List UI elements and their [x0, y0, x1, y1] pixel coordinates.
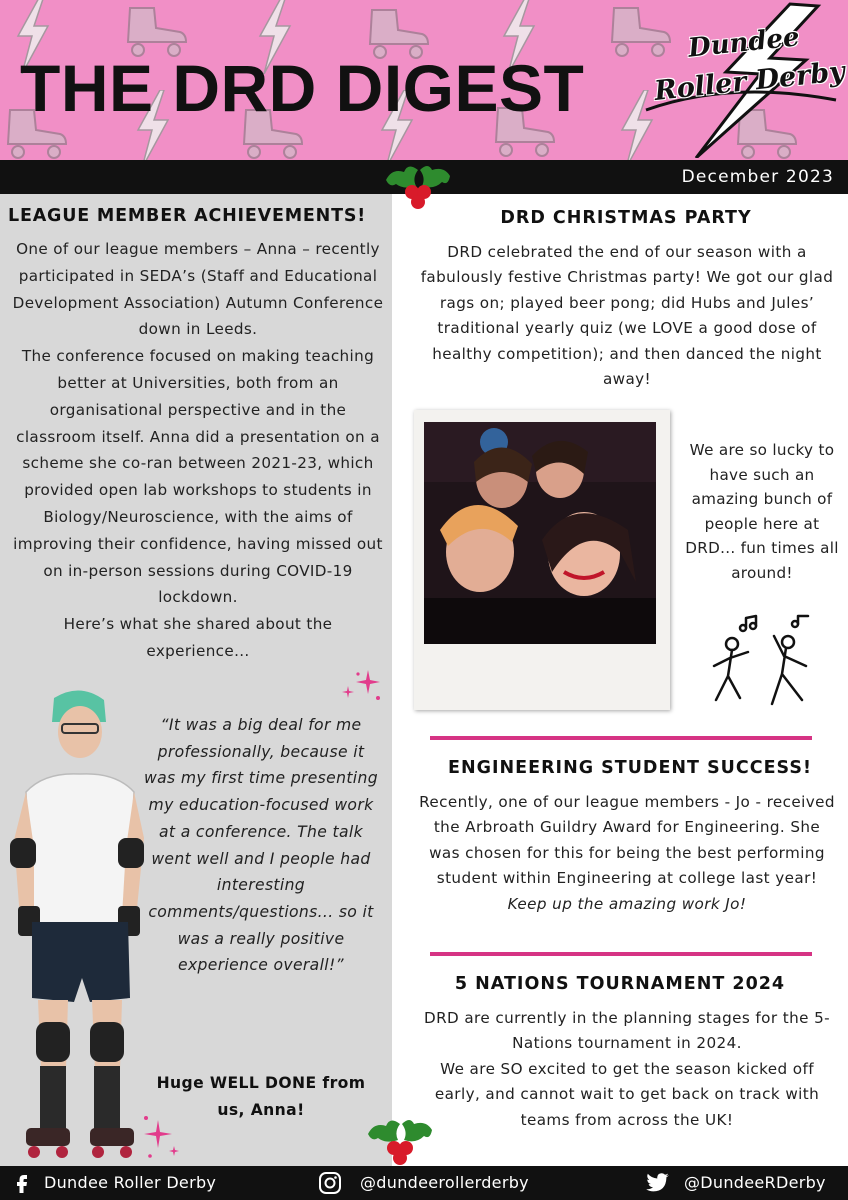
instagram-handle[interactable]: @dundeerollerderby — [360, 1173, 529, 1192]
engineering-heading: ENGINEERING STUDENT SUCCESS! — [448, 758, 812, 778]
facebook-icon[interactable] — [12, 1173, 32, 1193]
achievements-paragraph: The conference focused on making teaching better at Universities, both from an organisational perspective and in the classroom itself. Anna did a presentation on a scheme she co-ran between 2021-23, which provided open lab workshops to students in Biology/Neuroscience, with the aims of improving their confidence, having missed out on in-person sessions during COVID-19 lockdown. — [13, 347, 383, 607]
five-nations-paragraph: DRD are currently in the planning stages for the 5-Nations tournament in 2024. — [423, 1009, 831, 1053]
engineering-body — [418, 790, 836, 917]
well-done-message: Huge WELL DONE from us, Anna! — [156, 1074, 366, 1119]
holly-icon — [364, 1112, 436, 1166]
issue-date: December 2023 — [681, 167, 834, 187]
party-polaroid — [414, 410, 670, 710]
logo-text-line2: Roller Derby — [652, 56, 847, 107]
instagram-icon[interactable] — [318, 1171, 342, 1195]
dancers-icon — [702, 614, 818, 714]
achievements-body — [12, 236, 384, 665]
five-nations-paragraph: We are SO excited to get the season kicked off early, and cannot wait to get back on track with teams from across the UK! — [434, 1059, 820, 1129]
party-aside-text: We are so lucky to have such an amazing bunch of people here at DRD... fun times all around! — [685, 441, 839, 582]
five-nations-heading: 5 NATIONS TOURNAMENT 2024 — [454, 974, 786, 994]
christmas-party-body: DRD celebrated the end of our season with a fabulously festive Christmas party! We got our glad rags on; played beer pong; did Hubs and Jules’ traditional yearly quiz (we LOVE a good dose of healthy competition); and then danced the night away! — [420, 243, 834, 389]
achievements-paragraph: Here’s what she shared about the experience... — [63, 615, 333, 660]
holly-icon — [382, 158, 454, 210]
section-divider — [430, 736, 812, 740]
twitter-icon[interactable] — [646, 1172, 670, 1194]
dundee-roller-derby-logo — [640, 2, 847, 158]
five-nations-body — [418, 1006, 836, 1133]
sparkle-icon — [338, 668, 384, 708]
achievements-paragraph: One of our league members – Anna – recently participated in SEDA’s (Staff and Educational Development Association) Autumn Conference down in Leeds. — [12, 240, 384, 339]
sparkle-icon — [140, 1112, 180, 1160]
achievements-heading: LEAGUE MEMBER ACHIEVEMENTS! — [8, 206, 367, 226]
achievements-column — [0, 194, 392, 1166]
party-group-photo — [424, 422, 656, 644]
logo-text-line1: Dundee — [686, 22, 801, 64]
section-divider — [430, 952, 812, 956]
facebook-handle[interactable]: Dundee Roller Derby — [44, 1173, 217, 1192]
roller-skater-photo — [4, 688, 144, 1160]
newsletter-title: THE DRD DIGEST — [20, 51, 585, 125]
anna-quote: “It was a big deal for me professionally, because it was my first time presenting my education-focused work at a conference. The talk went well and I people had interesting comments/questions... so it was a really positive experience overall!” — [144, 716, 378, 975]
engineering-closing: Keep up the amazing work Jo! — [507, 894, 747, 913]
engineering-paragraph: Recently, one of our league members - Jo - received the Arbroath Guildry Award for Engineering. She was chosen for this for being the best performing student within Engineering at college last year! — [419, 793, 835, 888]
social-footer — [0, 1166, 848, 1200]
christmas-party-heading: DRD CHRISTMAS PARTY — [500, 208, 752, 228]
twitter-handle[interactable]: @DundeeRDerby — [684, 1173, 826, 1192]
masthead — [0, 0, 848, 160]
